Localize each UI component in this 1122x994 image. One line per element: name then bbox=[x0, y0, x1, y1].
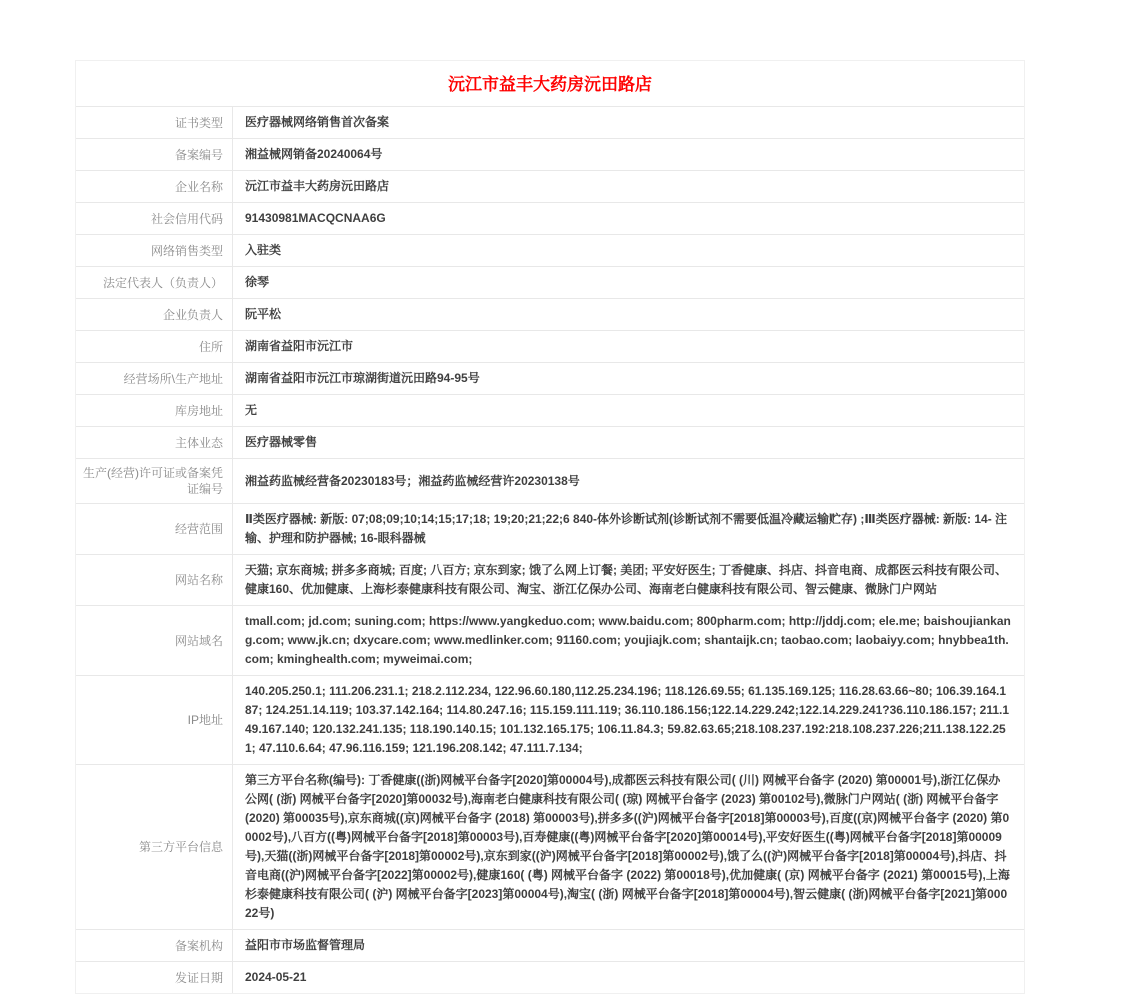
row-label: 经营场所\生产地址 bbox=[76, 363, 233, 394]
row-value: 无 bbox=[245, 403, 258, 417]
row-label: 网络销售类型 bbox=[76, 235, 233, 266]
row-label: 证书类型 bbox=[76, 107, 233, 138]
row-label: 网站名称 bbox=[76, 555, 233, 605]
row-value: Ⅱ类医疗器械: 新版: 07;08;09;10;14;15;17;18; 19;20;21;22;6 840-体外诊断试剂(诊断试剂不需要低温冷藏运输贮存) ;Ⅲ类医疗器械: 新版: 14- 注输、护理和防护器械; 16-眼科器械 bbox=[245, 512, 1008, 545]
table-row bbox=[76, 171, 1024, 203]
row-label: 主体业态 bbox=[76, 427, 233, 458]
table-row bbox=[76, 203, 1024, 235]
row-value: 阮平松 bbox=[245, 307, 282, 321]
table-row bbox=[76, 504, 1024, 555]
row-label: 经营范围 bbox=[76, 504, 233, 554]
row-label: 企业负责人 bbox=[76, 299, 233, 330]
row-value: tmall.com; jd.com; suning.com; https://www.yangkeduo.com; www.baidu.com; 800pharm.com; http://jddj.com; ele.me; baishoujiankang.com; www.jk.cn; dxycare.com; www.medlinker.com; 91160.com; youjiajk.com; shantaijk.cn; taobao.com; laobaiyy.com; hnybbea1th.com; kminghealth.com; myweimai.com; bbox=[245, 614, 1011, 666]
certificate-table bbox=[76, 107, 1024, 993]
table-row bbox=[76, 676, 1024, 765]
row-value: 医疗器械网络销售首次备案 bbox=[245, 115, 390, 129]
table-row bbox=[76, 139, 1024, 171]
row-label: 企业名称 bbox=[76, 171, 233, 202]
row-label: 发证日期 bbox=[76, 962, 233, 993]
table-row bbox=[76, 331, 1024, 363]
row-value: 益阳市市场监督管理局 bbox=[245, 938, 366, 952]
row-label: IP地址 bbox=[76, 676, 233, 764]
row-value: 湘益药监械经营备20230183号；湘益药监械经营许20230138号 bbox=[245, 473, 580, 488]
row-value: 入驻类 bbox=[245, 243, 282, 257]
row-label: 备案机构 bbox=[76, 930, 233, 961]
table-row bbox=[76, 427, 1024, 459]
table-row bbox=[76, 459, 1024, 504]
table-row bbox=[76, 606, 1024, 676]
table-row bbox=[76, 930, 1024, 962]
table-row bbox=[76, 363, 1024, 395]
row-value: 湖南省益阳市沅江市琼湖街道沅田路94-95号 bbox=[245, 371, 480, 385]
table-row bbox=[76, 962, 1024, 993]
table-row bbox=[76, 235, 1024, 267]
row-label: 库房地址 bbox=[76, 395, 233, 426]
certificate-card bbox=[75, 60, 1025, 994]
row-label: 住所 bbox=[76, 331, 233, 362]
table-row bbox=[76, 555, 1024, 606]
row-label: 法定代表人（负责人） bbox=[76, 267, 233, 298]
table-row bbox=[76, 765, 1024, 930]
table-row bbox=[76, 267, 1024, 299]
table-row bbox=[76, 107, 1024, 139]
row-value: 第三方平台名称(编号): 丁香健康((浙)网械平台备字[2020]第00004号),成都医云科技有限公司( (川) 网械平台备字 (2020) 第00001号),浙江亿保办公网( (浙) 网械平台备字[2020]第00032号),海南老白健康科技有限公司( (琼) 网械平台备字 (2023) 第00102号),微脉门户网站( (浙) 网械平台备字 (2020) 第00035号),京东商城((京)网械平台备字 (2018) 第00003号),拼多多((沪)网械平台备字[2018]第00003号),百度((京)网械平台备字 (2020) 第00002号),八百方((粤)网械平台备字[2018]第00003号),百寿健康((粤)网械平台备字[2020]第00014号),平安好医生((粤)网械平台备字[2018]第00009号),天猫((浙)网械平台备字[2018]第00002号),京东到家((沪)网械平台备字[2018]第00002号),饿了么((沪)网械平台备字[2018]第00004号),抖店、抖音电商((沪)网械平台备字[2022]第00002号),健康160( (粤) 网械平台备字 (2022) 第00018号),优加健康( (京) 网械平台备字 (2021) 第00015号),上海杉泰健康科技有限公司( (沪) 网械平台备字[2023]第00004号),淘宝( (浙) 网械平台备字[2018]第00004号),智云健康( (浙)网械平台备字[2021]第00022号) bbox=[245, 773, 1010, 920]
row-value: 2024-05-21 bbox=[245, 970, 307, 984]
row-value: 湘益械网销备20240064号 bbox=[245, 147, 383, 161]
row-value: 徐琴 bbox=[245, 275, 270, 289]
row-label: 社会信用代码 bbox=[76, 203, 233, 234]
row-value: 91430981MACQCNAA6G bbox=[245, 211, 386, 225]
row-label: 网站域名 bbox=[76, 606, 233, 675]
row-value: 湖南省益阳市沅江市 bbox=[245, 339, 354, 353]
row-label: 生产(经营)许可证或备案凭证编号 bbox=[76, 459, 233, 503]
row-value: 医疗器械零售 bbox=[245, 435, 318, 449]
row-value: 天猫; 京东商城; 拼多多商城; 百度; 八百方; 京东到家; 饿了么网上订餐; 美团; 平安好医生; 丁香健康、抖店、抖音电商、成都医云科技有限公司、健康160、优加健康、上海杉泰健康科技有限公司、淘宝、浙江亿保办公司、海南老白健康科技有限公司、智云健康、微脉门户网站 bbox=[245, 563, 1007, 596]
page-title: 沅江市益丰大药房沅田路店 bbox=[76, 61, 1024, 107]
table-row bbox=[76, 299, 1024, 331]
table-row bbox=[76, 395, 1024, 427]
row-label: 第三方平台信息 bbox=[76, 765, 233, 929]
row-label: 备案编号 bbox=[76, 139, 233, 170]
row-value: 140.205.250.1; 111.206.231.1; 218.2.112.234, 122.96.60.180,112.25.234.196; 118.126.69.55; 61.135.169.125; 116.28.63.66~80; 106.39.164.187; 124.251.14.119; 103.37.142.164; 114.80.247.16; 115.159.111.119; 36.110.186.156;122.14.229.242;122.14.229.241?36.110.186.157; 211.149.167.140; 120.132.241.135; 118.190.140.15; 101.132.165.175; 106.11.84.3; 59.82.63.65;218.108.237.192:218.108.237.226;211.138.122.251; 47.110.6.64; 47.96.116.159; 121.196.208.142; 47.111.7.134; bbox=[245, 684, 1010, 755]
row-value: 沅江市益丰大药房沅田路店 bbox=[245, 179, 390, 193]
